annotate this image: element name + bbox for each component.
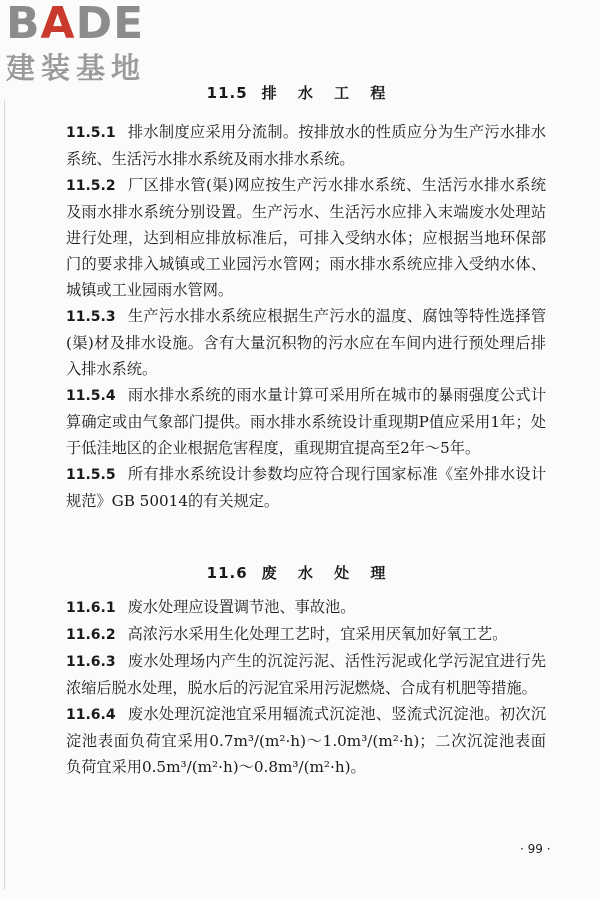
clause-number: 11.5.3: [66, 309, 116, 325]
clause-text: 所有排水系统设计参数均应符合现行国家标准《室外排水设计规范》GB 50014的有关规定。: [66, 465, 546, 510]
clause-11-5-2: [66, 172, 546, 303]
clause-number: 11.6.2: [66, 627, 116, 643]
logo-brand: [6, 2, 176, 50]
clause-number: 11.6.4: [66, 707, 116, 723]
section-11-5-body: [66, 119, 546, 514]
clause-text: 雨水排水系统的雨水量计算可采用所在城市的暴雨强度公式计算确定或由气象部门提供。雨水排水系统设计重现期P值应采用1年；处于低洼地区的企业根据危害程度，重现期宜提高至2年～5年。: [66, 386, 546, 457]
clause-text: 废水处理沉淀池宜采用辐流式沉淀池、竖流式沉淀池。初次沉淀池表面负荷宜采用0.7m³/(m²·h)～1.0m³/(m²·h)；二次沉淀池表面负荷宜采用0.5m³/(m²·h)～0.8m³/(m²·h)。: [66, 705, 546, 776]
section-11-6-body: [66, 594, 546, 780]
section-heading-11-5: [0, 82, 600, 103]
clause-number: 11.5.2: [66, 178, 116, 194]
clause-11-6-3: [66, 648, 546, 701]
logo-letter-a: A: [40, 0, 76, 49]
clause-text: 排水制度应采用分流制。按排放水的性质应分为生产污水排水系统、生活污水排水系统及雨水排水系统。: [66, 123, 546, 168]
clause-11-5-4: [66, 382, 546, 461]
clause-number: 11.5.1: [66, 125, 116, 141]
clause-11-5-5: [66, 461, 546, 514]
clause-text: 废水处理应设置调节池、事故池。: [127, 598, 356, 616]
clause-11-6-4: [66, 701, 546, 780]
clause-11-6-2: [66, 621, 546, 648]
section-heading-11-6: [0, 562, 600, 583]
section-title-text: 排 水 工 程: [261, 84, 394, 102]
logo-subtitle: 建装基地: [6, 51, 147, 85]
watermark-logo: [6, 2, 176, 86]
clause-11-5-3: [66, 303, 546, 382]
logo-letter-b: B: [6, 0, 41, 49]
clause-number: 11.5.5: [66, 467, 116, 483]
clause-text: 高浓污水采用生化处理工艺时，宜采用厌氧加好氧工艺。: [127, 625, 508, 643]
section-number: 11.5: [206, 84, 248, 102]
clause-text: 生产污水排水系统应根据生产污水的温度、腐蚀等特性选择管(渠)材及排水设施。含有大量沉积物的污水应在车间内进行预处理后排入排水系统。: [66, 307, 546, 378]
section-title-text: 废 水 处 理: [261, 564, 394, 582]
page-number: · 99 ·: [520, 842, 551, 856]
clause-11-6-1: [66, 594, 546, 621]
clause-text: 厂区排水管(渠)网应按生产污水排水系统、生活污水排水系统及雨水排水系统分别设置。生产污水、生活污水应排入末端废水处理站进行处理，达到相应排放标准后，可排入受纳水体；应根据当地环保部门的要求排入城镇或工业园污水管网；雨水排水系统应排入受纳水体、城镇或工业园雨水管网。: [66, 176, 546, 299]
scan-edge-line: [4, 100, 5, 890]
section-number: 11.6: [206, 564, 248, 582]
clause-number: 11.5.4: [66, 388, 116, 404]
logo-letters-de: DE: [75, 0, 145, 49]
clause-number: 11.6.3: [66, 654, 116, 670]
clause-text: 废水处理场内产生的沉淀污泥、活性污泥或化学污泥宜进行先浓缩后脱水处理，脱水后的污泥宜采用污泥燃烧、合成有机肥等措施。: [66, 652, 546, 697]
clause-number: 11.6.1: [66, 600, 116, 616]
clause-11-5-1: [66, 119, 546, 172]
